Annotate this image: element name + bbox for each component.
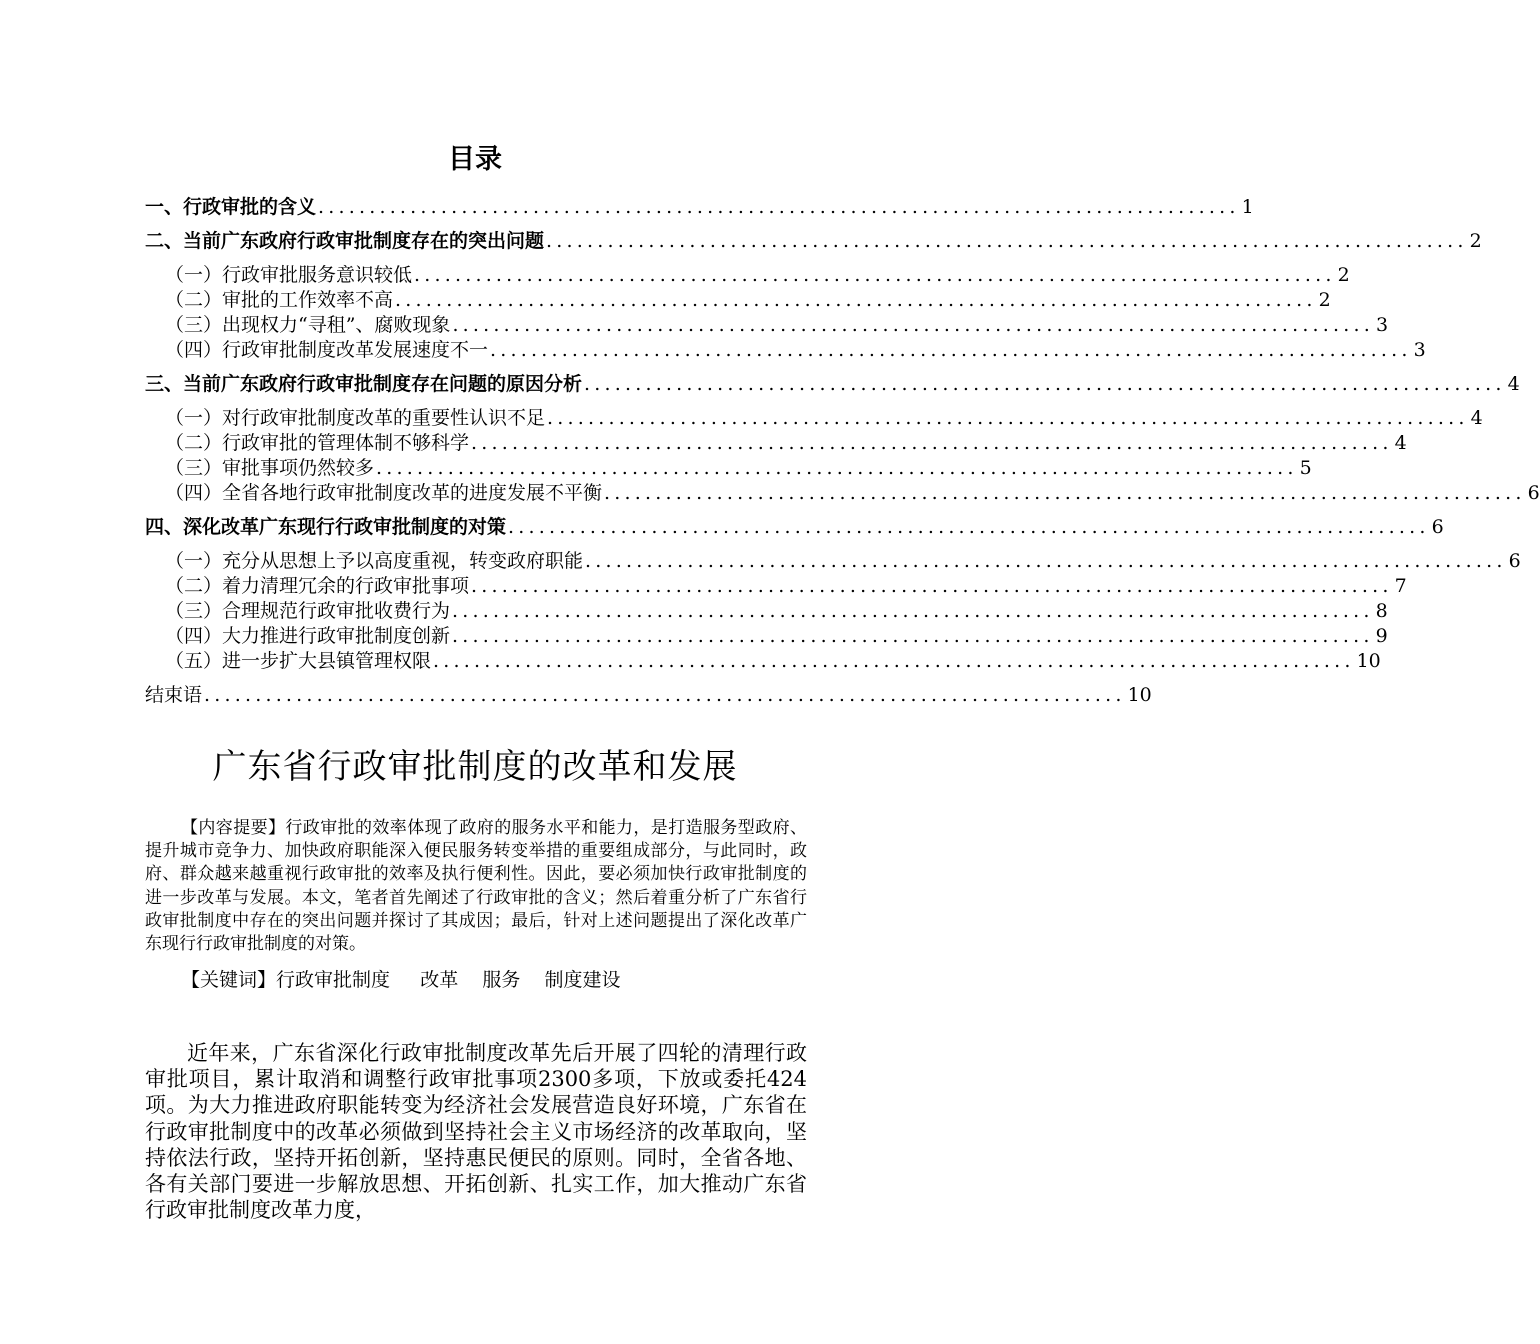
toc-entry-page: 2: [1469, 230, 1482, 252]
toc-entry-page: 3: [1413, 339, 1426, 361]
toc-entry[interactable]: [145, 405, 1483, 431]
toc-entry[interactable]: [145, 623, 1388, 649]
toc-entry-text: （二）着力清理冗余的行政审批事项: [165, 575, 470, 597]
toc-entry-page: 6: [1508, 550, 1521, 572]
toc-leader: ..........................................................................................: [452, 625, 1374, 647]
toc-entry[interactable]: [145, 455, 1312, 481]
toc-leader: ..........................................................................................: [471, 575, 1393, 597]
body-paragraph: 近年来，广东省深化行政审批制度改革先后开展了四轮的清理行政审批项目，累计取消和调整行政审批事项2300多项，下放或委托424项。为大力推进政府职能转变为经济社会发展营造良好环境，广东省在行政审批制度中的改革必须做到坚持社会主义市场经济的改革取向，坚持依法行政，坚持开拓创新，坚持惠民便民的原则。同时，全省各地、各有关部门要进一步解放思想、开拓创新、扎实工作，加大推动广东省行政审批制度改革力度，: [145, 1041, 807, 1223]
toc-entry-text: （一）充分从思想上予以高度重视，转变政府职能: [165, 550, 584, 572]
toc-entry-page: 6: [1527, 482, 1540, 504]
keywords-line: 【关键词】行政审批制度 改革 服务 制度建设: [181, 969, 621, 991]
toc-entry[interactable]: [145, 228, 1482, 254]
toc-entry-page: 7: [1394, 575, 1407, 597]
document-title: 广东省行政审批制度的改革和发展: [212, 747, 738, 787]
toc-leader: ..........................................................................................: [318, 196, 1240, 218]
toc-entry-text: （三）合理规范行政审批收费行为: [165, 600, 451, 622]
toc-entry-page: 10: [1127, 684, 1152, 706]
toc-entry-text: （一）行政审批服务意识较低: [165, 264, 413, 286]
toc-entry[interactable]: [145, 430, 1407, 456]
toc-entry-text: （四）大力推进行政审批制度创新: [165, 625, 451, 647]
toc-entry-page: 1: [1241, 196, 1254, 218]
toc-entry-page: 2: [1337, 264, 1350, 286]
toc-entry[interactable]: [145, 262, 1350, 288]
toc-entry[interactable]: [145, 548, 1521, 574]
toc-leader: ..........................................................................................: [452, 600, 1374, 622]
toc-leader: ..........................................................................................: [490, 339, 1412, 361]
toc-entry-page: 5: [1299, 457, 1312, 479]
toc-entry[interactable]: [145, 312, 1389, 338]
toc-leader: ..........................................................................................: [204, 684, 1126, 706]
toc-entry-text: （一）对行政审批制度改革的重要性认识不足: [165, 407, 546, 429]
toc-entry-page: 4: [1470, 407, 1483, 429]
toc-leader: ..........................................................................................: [546, 230, 1468, 252]
toc-entry-text: （五）进一步扩大县镇管理权限: [165, 650, 432, 672]
toc-entry-text: （二）行政审批的管理体制不够科学: [165, 432, 470, 454]
toc-entry[interactable]: [145, 648, 1381, 674]
toc-entry-page: 2: [1318, 289, 1331, 311]
toc-entry[interactable]: [145, 514, 1444, 540]
toc-leader: ..........................................................................................: [585, 550, 1507, 572]
toc-entry[interactable]: [145, 194, 1254, 220]
toc-entry-page: 9: [1375, 625, 1388, 647]
toc-entry-page: 4: [1394, 432, 1407, 454]
toc-entry[interactable]: [145, 371, 1520, 397]
toc-entry[interactable]: [145, 598, 1388, 624]
toc-leader: ..........................................................................................: [433, 650, 1355, 672]
toc-leader: ..........................................................................................: [395, 289, 1317, 311]
toc-entry-text: （三）审批事项仍然较多: [165, 457, 375, 479]
toc-leader: ..........................................................................................: [547, 407, 1469, 429]
toc-entry-text: （四）行政审批制度改革发展速度不一: [165, 339, 489, 361]
toc-entry[interactable]: [145, 682, 1152, 708]
abstract-paragraph: 【内容提要】行政审批的效率体现了政府的服务水平和能力，是打造服务型政府、提升城市竞争力、加快政府职能深入便民服务转变举措的重要组成部分，与此同时，政府、群众越来越重视行政审批的效率及执行便利性。因此，要必须加快行政审批制度的进一步改革与发展。本文，笔者首先阐述了行政审批的含义；然后着重分析了广东省行政审批制度中存在的突出问题并探讨了其成因；最后，针对上述问题提出了深化改革广东现行行政审批制度的对策。: [145, 818, 807, 955]
toc-entry[interactable]: [145, 573, 1407, 599]
toc-entry-text: 一、行政审批的含义: [145, 196, 317, 218]
toc-entry[interactable]: [145, 480, 1540, 506]
toc-leader: ..........................................................................................: [376, 457, 1298, 479]
toc-entry-text: 结束语: [145, 684, 203, 706]
toc-leader: ..........................................................................................: [508, 516, 1430, 538]
toc-entry-text: 四、深化改革广东现行行政审批制度的对策: [145, 516, 507, 538]
toc-entry-text: 三、当前广东政府行政审批制度存在问题的原因分析: [145, 373, 583, 395]
toc-entry-text: （二）审批的工作效率不高: [165, 289, 394, 311]
toc-leader: ..........................................................................................: [604, 482, 1526, 504]
toc-entry-text: （四）全省各地行政审批制度改革的进度发展不平衡: [165, 482, 603, 504]
toc-leader: ..........................................................................................: [471, 432, 1393, 454]
toc-leader: ..........................................................................................: [414, 264, 1336, 286]
toc-entry-text: （三）出现权力“寻租”、腐败现象: [165, 314, 451, 336]
toc-entry[interactable]: [145, 337, 1426, 363]
toc-entry-page: 6: [1431, 516, 1444, 538]
toc-entry-page: 4: [1507, 373, 1520, 395]
toc-entry-page: 8: [1375, 600, 1388, 622]
toc-leader: ..........................................................................................: [584, 373, 1506, 395]
toc-leader: ..........................................................................................: [452, 314, 1374, 336]
toc-entry-text: 二、当前广东政府行政审批制度存在的突出问题: [145, 230, 545, 252]
toc-entry[interactable]: [145, 287, 1331, 313]
toc-entry-page: 3: [1376, 314, 1389, 336]
toc-title: 目录: [448, 144, 502, 175]
toc-entry-page: 10: [1356, 650, 1381, 672]
